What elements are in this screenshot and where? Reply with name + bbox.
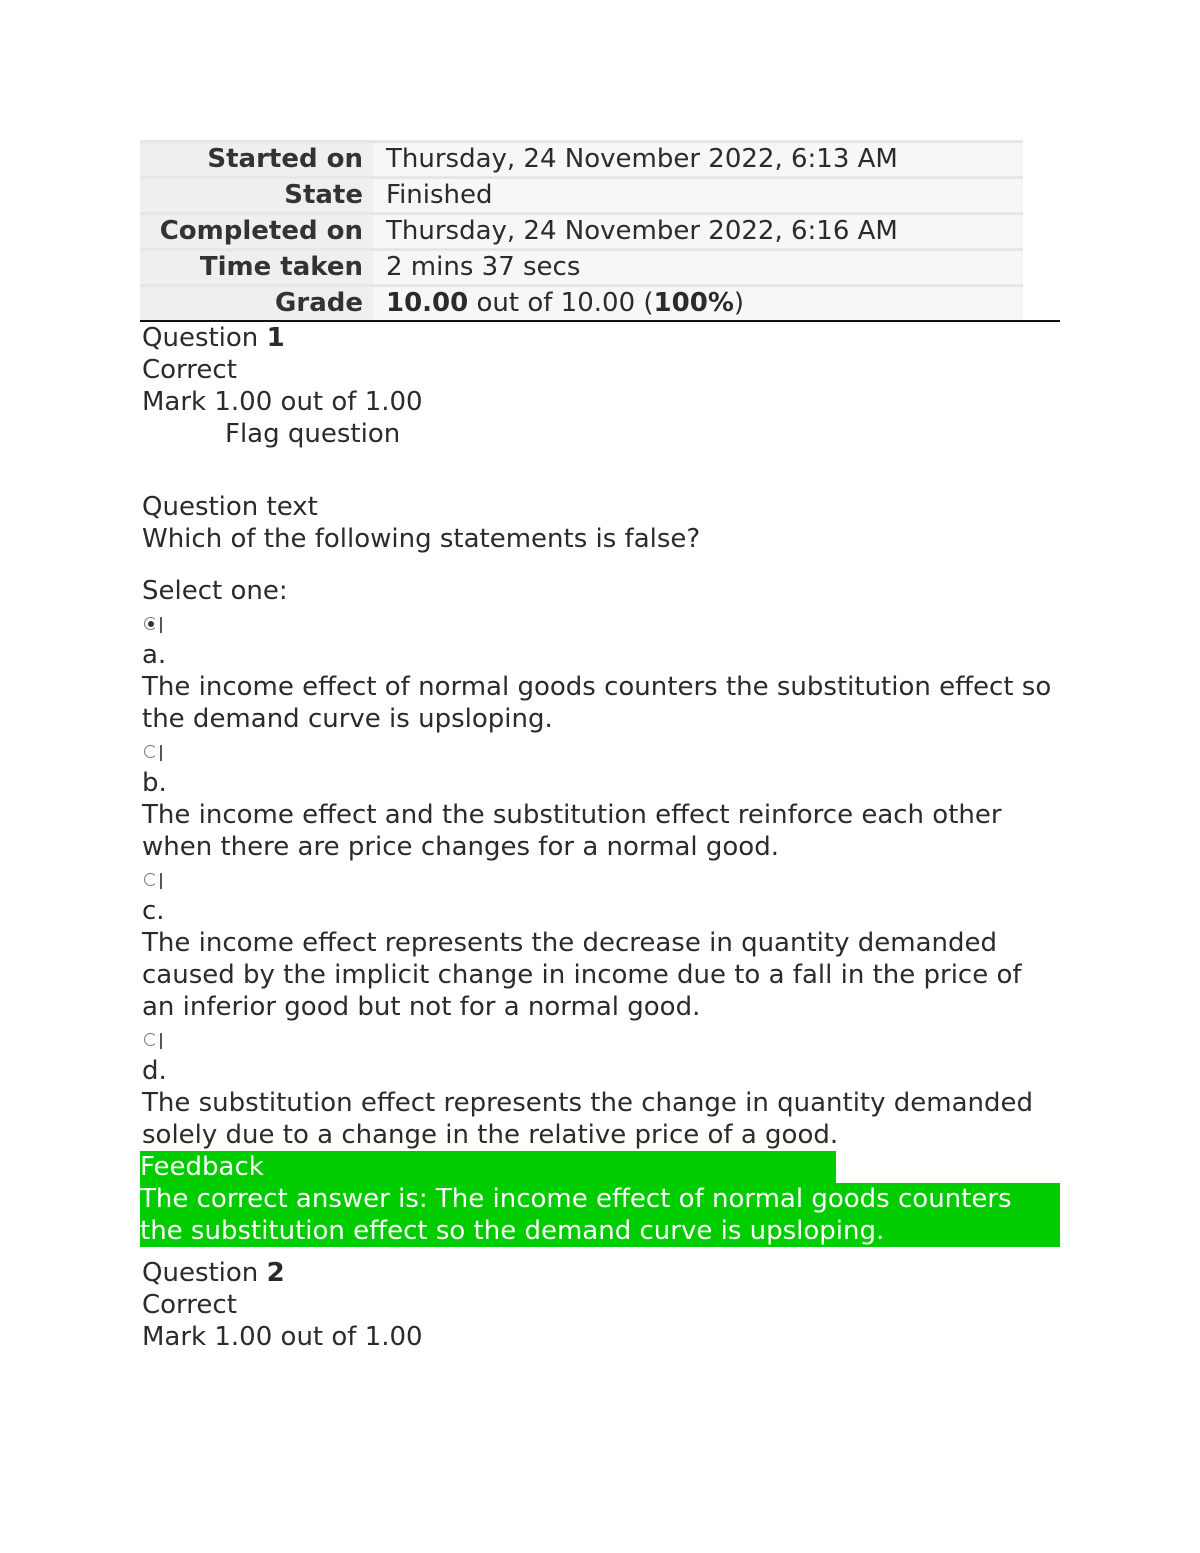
question-status: Correct bbox=[142, 355, 237, 385]
summary-row-state bbox=[140, 178, 1023, 214]
answer-radio-d[interactable] bbox=[142, 1023, 1060, 1055]
question-mark: Mark 1.00 out of 1.00 bbox=[142, 387, 423, 417]
summary-row-started bbox=[140, 142, 1023, 178]
feedback-text: The correct answer is: The income effect of normal goods counters the substitution effect so the demand curve is upsloping. bbox=[140, 1183, 1060, 1247]
radio-unselected-icon[interactable] bbox=[144, 745, 158, 759]
question-status: Correct bbox=[142, 1290, 237, 1320]
question-label: Question bbox=[142, 323, 259, 353]
answer-letter: d. bbox=[142, 1056, 167, 1086]
question-number-value: 2 bbox=[266, 1258, 285, 1288]
summary-label: Time taken bbox=[140, 250, 373, 286]
summary-label: Started on bbox=[140, 142, 373, 178]
answer-letter: b. bbox=[142, 768, 167, 798]
answer-radio-b[interactable] bbox=[142, 735, 1060, 767]
grade-value: 10.00 out of 10.00 (100%) bbox=[373, 286, 1023, 321]
question-info bbox=[142, 322, 1060, 450]
question-prompt: Which of the following statements is false? bbox=[142, 524, 701, 554]
summary-label: State bbox=[140, 178, 373, 214]
radio-unselected-icon[interactable] bbox=[144, 1033, 158, 1047]
radio-selected-icon[interactable] bbox=[144, 617, 158, 631]
flag-question-link[interactable]: Flag question bbox=[225, 419, 401, 449]
summary-value: Finished bbox=[373, 178, 1023, 214]
summary-row-time bbox=[140, 250, 1023, 286]
answer-text: The income effect of normal goods counters the substitution effect so the demand curve is upsloping. bbox=[142, 672, 1052, 734]
attempt-summary-table bbox=[140, 140, 1023, 320]
question-label: Question bbox=[142, 1258, 259, 1288]
question-1 bbox=[140, 322, 1060, 1151]
question-mark: Mark 1.00 out of 1.00 bbox=[142, 1322, 423, 1352]
answer-radio-c[interactable] bbox=[142, 863, 1060, 895]
summary-row-grade bbox=[140, 286, 1023, 321]
grade-score: 10.00 bbox=[386, 288, 469, 318]
answer-text: The income effect and the substitution effect reinforce each other when there are price changes for a normal good. bbox=[142, 800, 1002, 862]
answer-radio-a[interactable] bbox=[142, 607, 1060, 639]
grade-percent: 100% bbox=[653, 288, 734, 318]
summary-row-completed bbox=[140, 214, 1023, 250]
summary-label: Grade bbox=[140, 286, 373, 321]
summary-value: 2 mins 37 secs bbox=[373, 250, 1023, 286]
radio-unselected-icon[interactable] bbox=[144, 873, 158, 887]
question-number-value: 1 bbox=[266, 323, 285, 353]
answer-text: The substitution effect represents the change in quantity demanded solely due to a change in the relative price of a good. bbox=[142, 1088, 1034, 1150]
question-number bbox=[142, 322, 1060, 354]
question-2 bbox=[140, 1257, 1060, 1353]
summary-label: Completed on bbox=[140, 214, 373, 250]
grade-out-of: out of 10.00 bbox=[476, 288, 636, 318]
question-number bbox=[142, 1257, 1060, 1289]
answer-text: The income effect represents the decrease in quantity demanded caused by the implicit change in income due to a fall in the price of an inferior good but not for a normal good. bbox=[142, 928, 1022, 1022]
question-info bbox=[142, 1257, 1060, 1353]
summary-value: Thursday, 24 November 2022, 6:16 AM bbox=[373, 214, 1023, 250]
quiz-review-page bbox=[140, 140, 1060, 1353]
feedback-heading: Feedback bbox=[140, 1151, 836, 1183]
answer-letter: c. bbox=[142, 896, 165, 926]
select-one-label: Select one: bbox=[142, 576, 288, 606]
answer-letter: a. bbox=[142, 640, 167, 670]
question-text-heading: Question text bbox=[142, 492, 318, 522]
summary-value: Thursday, 24 November 2022, 6:13 AM bbox=[373, 142, 1023, 178]
